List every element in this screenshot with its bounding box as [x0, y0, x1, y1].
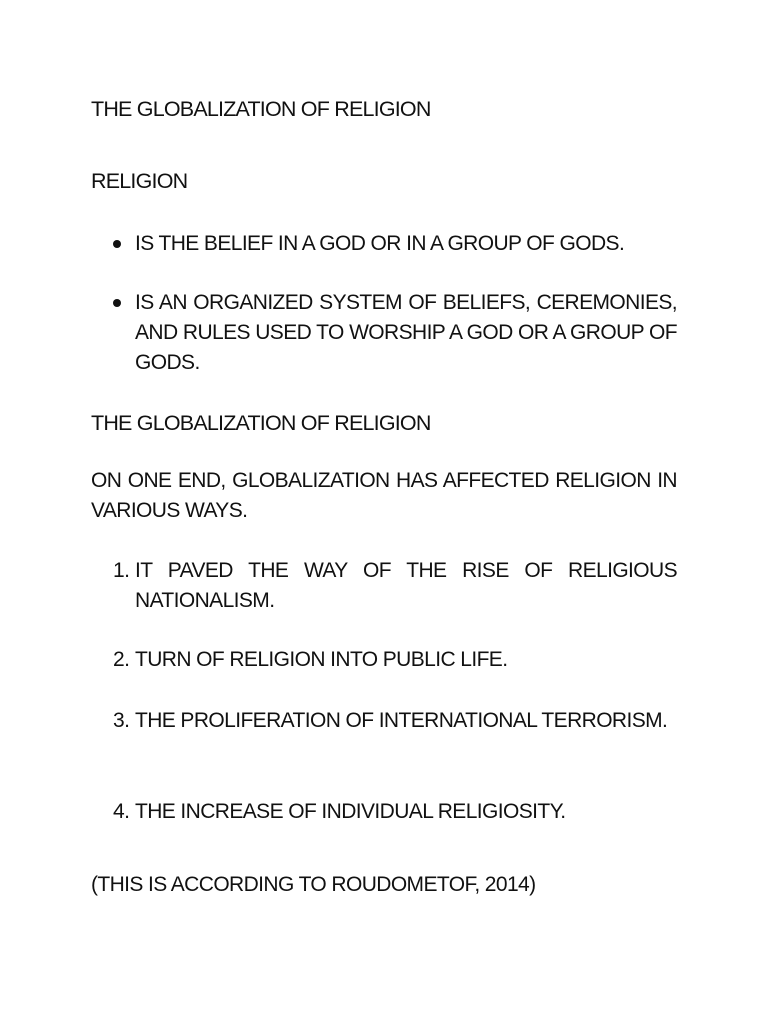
list-item — [91, 706, 677, 736]
list-text: TURN OF RELIGION INTO PUBLIC LIFE. — [135, 648, 508, 671]
bullet-item — [91, 288, 677, 378]
citation: (THIS IS ACCORDING TO ROUDOMETOF, 2014) — [91, 873, 536, 896]
list-number: 2. — [113, 648, 130, 671]
bullet-text: IS AN ORGANIZED SYSTEM OF BELIEFS, CEREMONIES, AND RULES USED TO WORSHIP A GOD OR A GROUP OF GODS. — [135, 291, 677, 374]
list-number: 1. — [113, 559, 130, 582]
list-number: 4. — [113, 800, 130, 823]
document-title: THE GLOBALIZATION OF RELIGION — [91, 97, 431, 121]
list-number: 3. — [113, 709, 130, 732]
list-text: IT PAVED THE WAY OF THE RISE OF RELIGIOUS NATIONALISM. — [135, 559, 677, 612]
intro-paragraph: ON ONE END, GLOBALIZATION HAS AFFECTED RELIGION IN VARIOUS WAYS. — [91, 469, 677, 522]
list-text: THE PROLIFERATION OF INTERNATIONAL TERRORISM. — [135, 709, 668, 732]
list-item — [91, 797, 677, 827]
section-heading-religion: RELIGION — [91, 169, 188, 193]
section-heading-globalization: THE GLOBALIZATION OF RELIGION — [91, 411, 431, 435]
bullet-text: IS THE BELIEF IN A GOD OR IN A GROUP OF GODS. — [135, 232, 625, 255]
bullet-item — [91, 229, 677, 259]
list-item — [91, 556, 677, 616]
list-item — [91, 645, 677, 675]
bullet-icon — [113, 299, 121, 307]
bullet-icon — [113, 240, 121, 248]
list-text: THE INCREASE OF INDIVIDUAL RELIGIOSITY. — [135, 800, 566, 823]
